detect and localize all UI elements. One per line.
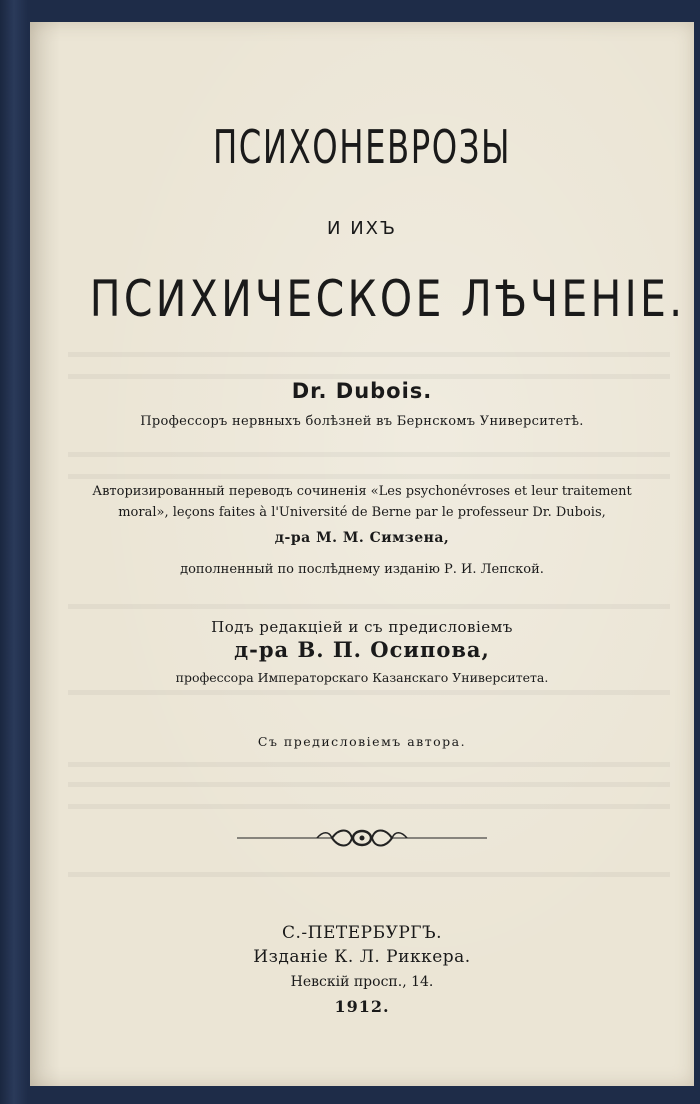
book-title-line-2: И ИХЪ: [327, 218, 397, 239]
editor-name: д-ра В. П. Осипова,: [234, 637, 490, 662]
bleed-through-line: [68, 690, 670, 695]
editor-note: Подъ редакціей и съ предисловіемъ: [211, 618, 513, 636]
imprint-year: 1912.: [334, 997, 390, 1016]
bleed-through-line: [68, 782, 670, 787]
translator-name: д-ра М. М. Симзена,: [274, 530, 450, 546]
title-page: [30, 22, 694, 1086]
book-title-line-1: ПСИХОНЕВРОЗЫ: [212, 120, 512, 174]
translation-note-line-2: moral», leçons faites à l'Université de Berne par le professeur Dr. Dubois,: [118, 505, 606, 520]
author-name: Dr. Dubois.: [291, 379, 433, 403]
preface-note: Съ предисловіемъ автора.: [257, 734, 467, 749]
bleed-through-line: [68, 452, 670, 457]
bleed-through-line: [68, 804, 670, 809]
imprint-publisher: Изданіе К. Л. Риккера.: [253, 947, 471, 967]
decorative-ornament: [237, 825, 487, 851]
bleed-through-line: [68, 872, 670, 877]
bleed-through-line: [68, 604, 670, 609]
imprint-address: Невскій просп., 14.: [290, 974, 434, 990]
editor-position: профессора Императорскаго Казанскаго Университета.: [175, 670, 549, 685]
author-position: Профессоръ нервныхъ болѣзней въ Бернскомъ Университетѣ.: [140, 414, 584, 429]
book-title-line-3: ПСИХИЧЕСКОЕ ЛѢЧЕНІЕ.: [89, 270, 686, 328]
translation-note-line-1: Авторизированный переводъ сочиненія «Les psychonévroses et leur traitement: [92, 484, 632, 499]
bleed-through-line: [68, 474, 670, 479]
bleed-through-line: [68, 352, 670, 357]
imprint-city: С.-ПЕТЕРБУРГЪ.: [282, 923, 442, 943]
bleed-through-line: [68, 762, 670, 767]
supplement-note: дополненный по послѣднему изданію Р. И. Лепской.: [180, 562, 544, 577]
